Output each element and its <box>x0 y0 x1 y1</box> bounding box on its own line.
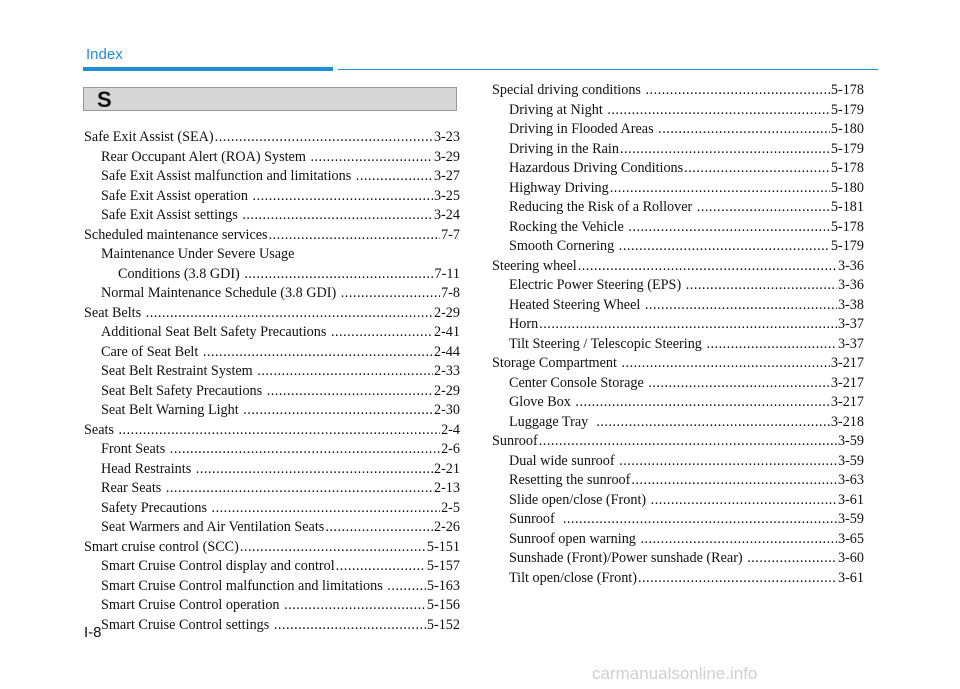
entry-page-ref: 5-180 <box>830 121 864 137</box>
index-subentry <box>84 499 460 519</box>
entry-page-ref: 2-41 <box>433 324 460 340</box>
entry-title: Hazardous Driving Conditions <box>509 160 684 176</box>
entry-title: Sunshade (Front)/Power sunshade (Rear) <box>509 550 747 566</box>
entry-page-ref: 5-152 <box>426 616 460 633</box>
entry-page-ref: 5-178 <box>830 160 864 176</box>
entry-page-ref: 5-179 <box>830 238 864 254</box>
entry-title: Scheduled maintenance services <box>84 226 268 243</box>
entry-page-ref: 2-5 <box>441 499 460 516</box>
dot-leader <box>215 128 433 148</box>
entry-page-ref: 2-44 <box>433 343 460 360</box>
section-label: Index <box>86 46 123 63</box>
index-subentry <box>492 218 864 238</box>
dot-leader <box>336 557 426 577</box>
entry-title: Seat Belt Restraint System <box>101 363 257 379</box>
entry-page-ref: 2-21 <box>433 460 460 477</box>
entry-page-ref: 2-4 <box>441 421 460 438</box>
dot-leader <box>610 179 830 199</box>
entry-title: Driving in Flooded Areas <box>509 121 658 137</box>
dot-leader <box>170 440 440 460</box>
index-subentry <box>492 549 864 569</box>
entry-title: Seats <box>84 421 118 438</box>
entry-page-ref: 5-178 <box>830 82 864 98</box>
entry-page-ref: 3-218 <box>830 413 864 430</box>
dot-leader <box>253 187 433 207</box>
entry-page-ref: 5-179 <box>830 101 864 118</box>
entry-title: Tilt Steering / Telescopic Steering <box>509 335 706 352</box>
index-entry <box>84 538 460 558</box>
entry-title: Rocking the Vehicle <box>509 218 628 235</box>
index-column-left <box>84 128 460 635</box>
index-subentry <box>84 616 460 636</box>
index-subentry <box>492 198 864 218</box>
entry-page-ref: 3-23 <box>433 129 460 145</box>
entry-page-ref: 7-7 <box>441 226 460 243</box>
dot-leader <box>619 452 837 472</box>
entry-title: Steering wheel <box>492 257 577 274</box>
entry-title: Normal Maintenance Schedule (3.8 GDI) <box>101 285 340 301</box>
entry-page-ref: 3-38 <box>837 296 864 313</box>
header-rule-thin <box>338 69 878 70</box>
dot-leader <box>240 538 426 558</box>
entry-title: Front Seats <box>101 441 169 457</box>
index-entry-heading: Maintenance Under Severe Usage <box>101 246 295 262</box>
entry-page-ref: 3-61 <box>837 569 864 586</box>
dot-leader <box>284 596 426 616</box>
entry-page-ref: 5-163 <box>426 577 460 594</box>
entry-title: Luggage Tray <box>509 413 596 430</box>
entry-page-ref: 5-181 <box>830 199 864 215</box>
entry-title: Reducing the Risk of a Rollover <box>509 199 696 215</box>
entry-page-ref: 3-37 <box>837 316 864 332</box>
dot-leader <box>325 518 433 538</box>
dot-leader <box>196 460 433 480</box>
entry-page-ref: 3-36 <box>837 257 864 274</box>
entry-page-ref: 7-8 <box>441 285 460 301</box>
entry-title: Sunroof <box>509 511 562 527</box>
entry-page-ref: 5-156 <box>426 597 460 613</box>
entry-title: Seat Belt Warning Light <box>101 402 243 418</box>
index-subentry <box>84 343 460 363</box>
index-subentry <box>492 374 864 394</box>
index-subentry <box>84 187 460 207</box>
dot-leader <box>310 148 433 168</box>
dot-leader <box>620 140 830 160</box>
dot-leader <box>356 167 433 187</box>
entry-page-ref: 3-27 <box>433 168 460 184</box>
dot-leader <box>648 374 830 394</box>
entry-title: Highway Driving <box>509 179 609 196</box>
entry-title: Special driving conditions <box>492 82 645 98</box>
entry-title: Smart Cruise Control display and control <box>101 558 335 574</box>
entry-page-ref: 5-180 <box>830 179 864 196</box>
entry-page-ref: 2-30 <box>433 402 460 418</box>
dot-leader <box>387 577 426 597</box>
index-subentry <box>84 265 460 285</box>
index-subentry <box>84 284 460 304</box>
dot-leader <box>242 206 433 226</box>
entry-title: Heated Steering Wheel <box>509 296 644 313</box>
entry-title: Slide open/close (Front) <box>509 491 650 508</box>
index-subentry <box>492 276 864 296</box>
dot-leader <box>686 276 837 296</box>
dot-leader <box>269 226 441 246</box>
entry-page-ref: 3-37 <box>837 335 864 352</box>
entry-page-ref: 3-24 <box>433 207 460 223</box>
entry-title: Rear Occupant Alert (ROA) System <box>101 148 310 165</box>
index-subentry <box>492 413 864 433</box>
dot-leader <box>166 479 433 499</box>
dot-leader <box>244 265 433 285</box>
index-letter-box <box>83 87 457 111</box>
dot-leader <box>658 120 830 140</box>
dot-leader <box>274 616 426 636</box>
entry-page-ref: 5-178 <box>830 218 864 235</box>
entry-title: Smart cruise control (SCC) <box>84 538 239 555</box>
entry-title: Center Console Storage <box>509 374 648 391</box>
entry-title: Glove Box <box>509 394 575 410</box>
entry-title: Tilt open/close (Front) <box>509 569 637 586</box>
entry-page-ref: 5-157 <box>426 558 460 574</box>
index-subentry <box>492 159 864 179</box>
index-subentry <box>84 362 460 382</box>
index-subentry <box>492 452 864 472</box>
index-entry <box>84 226 460 246</box>
dot-leader <box>638 569 837 589</box>
dot-leader <box>119 421 441 441</box>
entry-title: Conditions (3.8 GDI) <box>118 265 244 282</box>
dot-leader <box>539 432 837 452</box>
entry-title: Head Restraints <box>101 460 195 477</box>
index-entry <box>492 354 864 374</box>
index-entry <box>492 257 864 277</box>
entry-page-ref: 3-63 <box>837 472 864 488</box>
entry-title: Safety Precautions <box>101 499 211 516</box>
index-subentry <box>84 518 460 538</box>
dot-leader <box>212 499 441 519</box>
dot-leader <box>563 510 837 530</box>
header-rule-thick <box>83 67 333 71</box>
entry-page-ref: 3-59 <box>837 433 864 449</box>
entry-title: Rear Seats <box>101 480 165 496</box>
entry-title: Driving in the Rain <box>509 140 619 157</box>
dot-leader <box>684 159 830 179</box>
entry-page-ref: 3-36 <box>837 277 864 293</box>
index-subentry <box>492 315 864 335</box>
index-subentry <box>84 557 460 577</box>
index-subentry <box>84 206 460 226</box>
entry-title: Smart Cruise Control malfunction and limitations <box>101 577 387 594</box>
index-subentry <box>84 479 460 499</box>
dot-leader <box>243 401 433 421</box>
entry-title: Resetting the sunroof <box>509 472 631 488</box>
entry-page-ref: 2-6 <box>441 441 460 457</box>
index-subentry <box>492 491 864 511</box>
entry-title: Additional Seat Belt Safety Precautions <box>101 324 330 340</box>
dot-leader <box>697 198 830 218</box>
index-subentry <box>84 323 460 343</box>
index-subentry <box>84 148 460 168</box>
entry-title: Electric Power Steering (EPS) <box>509 277 685 293</box>
entry-title: Safe Exit Assist (SEA) <box>84 129 214 145</box>
index-subentry <box>492 510 864 530</box>
dot-leader <box>628 218 830 238</box>
index-entry <box>492 81 864 101</box>
index-subentry <box>492 530 864 550</box>
entry-page-ref: 2-29 <box>433 304 460 321</box>
entry-title: Seat Belt Safety Precautions <box>101 382 266 399</box>
entry-title: Care of Seat Belt <box>101 343 202 360</box>
entry-page-ref: 5-179 <box>830 140 864 157</box>
entry-page-ref: 3-61 <box>837 491 864 508</box>
index-subentry <box>492 140 864 160</box>
entry-page-ref: 3-217 <box>830 394 864 410</box>
index-subentry <box>84 382 460 402</box>
entry-title: Safe Exit Assist settings <box>101 207 242 223</box>
entry-page-ref: 5-151 <box>426 538 460 555</box>
dot-leader <box>203 343 433 363</box>
index-entry <box>84 304 460 324</box>
entry-title: Safe Exit Assist operation <box>101 187 252 204</box>
dot-leader <box>607 101 830 121</box>
dot-leader <box>619 237 830 257</box>
dot-leader <box>146 304 433 324</box>
entry-page-ref: 2-29 <box>433 382 460 399</box>
index-entry <box>492 432 864 452</box>
index-column-right <box>492 81 864 588</box>
dot-leader <box>631 471 837 491</box>
dot-leader <box>646 81 830 101</box>
watermark: carmanualsonline.info <box>592 664 758 683</box>
entry-page-ref: 2-26 <box>433 519 460 535</box>
entry-page-ref: 3-217 <box>830 374 864 391</box>
entry-page-ref: 2-33 <box>433 363 460 379</box>
page-number: I-8 <box>84 624 102 641</box>
entry-title: Horn <box>509 316 539 332</box>
entry-page-ref: 3-65 <box>837 530 864 547</box>
entry-title: Seat Belts <box>84 304 145 321</box>
entry-title: Sunroof <box>492 433 538 449</box>
dot-leader <box>651 491 837 511</box>
entry-title: Smooth Cornering <box>509 238 618 254</box>
dot-leader <box>575 393 829 413</box>
index-entry <box>84 421 460 441</box>
entry-title: Smart Cruise Control settings <box>101 616 273 633</box>
entry-page-ref: 7-11 <box>434 265 460 282</box>
entry-title: Seat Warmers and Air Ventilation Seats <box>101 519 325 535</box>
index-letter: S <box>97 87 112 112</box>
dot-leader <box>640 530 837 550</box>
dot-leader <box>331 323 433 343</box>
dot-leader <box>596 413 830 433</box>
entry-page-ref: 3-25 <box>433 187 460 204</box>
entry-page-ref: 3-60 <box>837 550 864 566</box>
index-subentry <box>492 393 864 413</box>
entry-page-ref: 3-59 <box>837 452 864 469</box>
dot-leader <box>257 362 433 382</box>
entry-page-ref: 3-217 <box>830 355 864 371</box>
entry-page-ref: 2-13 <box>433 480 460 496</box>
index-entry <box>84 128 460 148</box>
entry-title: Smart Cruise Control operation <box>101 597 284 613</box>
index-subentry <box>84 596 460 616</box>
index-subentry <box>84 460 460 480</box>
dot-leader <box>341 284 440 304</box>
index-subentry <box>492 237 864 257</box>
index-subentry <box>84 167 460 187</box>
entry-title: Dual wide sunroof <box>509 452 619 469</box>
index-subentry <box>492 569 864 589</box>
dot-leader <box>621 354 829 374</box>
entry-title: Driving at Night <box>509 101 607 118</box>
dot-leader <box>645 296 837 316</box>
dot-leader <box>747 549 837 569</box>
dot-leader <box>706 335 837 355</box>
entry-page-ref: 3-59 <box>837 511 864 527</box>
index-subentry <box>492 296 864 316</box>
index-subentry <box>492 471 864 491</box>
dot-leader <box>267 382 433 402</box>
index-subentry <box>84 577 460 597</box>
entry-title: Sunroof open warning <box>509 530 640 547</box>
entry-page-ref: 3-29 <box>433 148 460 165</box>
index-subentry <box>84 440 460 460</box>
index-subentry <box>492 101 864 121</box>
index-subentry <box>84 401 460 421</box>
index-subentry <box>492 335 864 355</box>
entry-title: Storage Compartment <box>492 355 621 371</box>
dot-leader <box>539 315 837 335</box>
index-subentry <box>492 120 864 140</box>
dot-leader <box>578 257 837 277</box>
entry-title: Safe Exit Assist malfunction and limitations <box>101 168 355 184</box>
index-subentry <box>492 179 864 199</box>
